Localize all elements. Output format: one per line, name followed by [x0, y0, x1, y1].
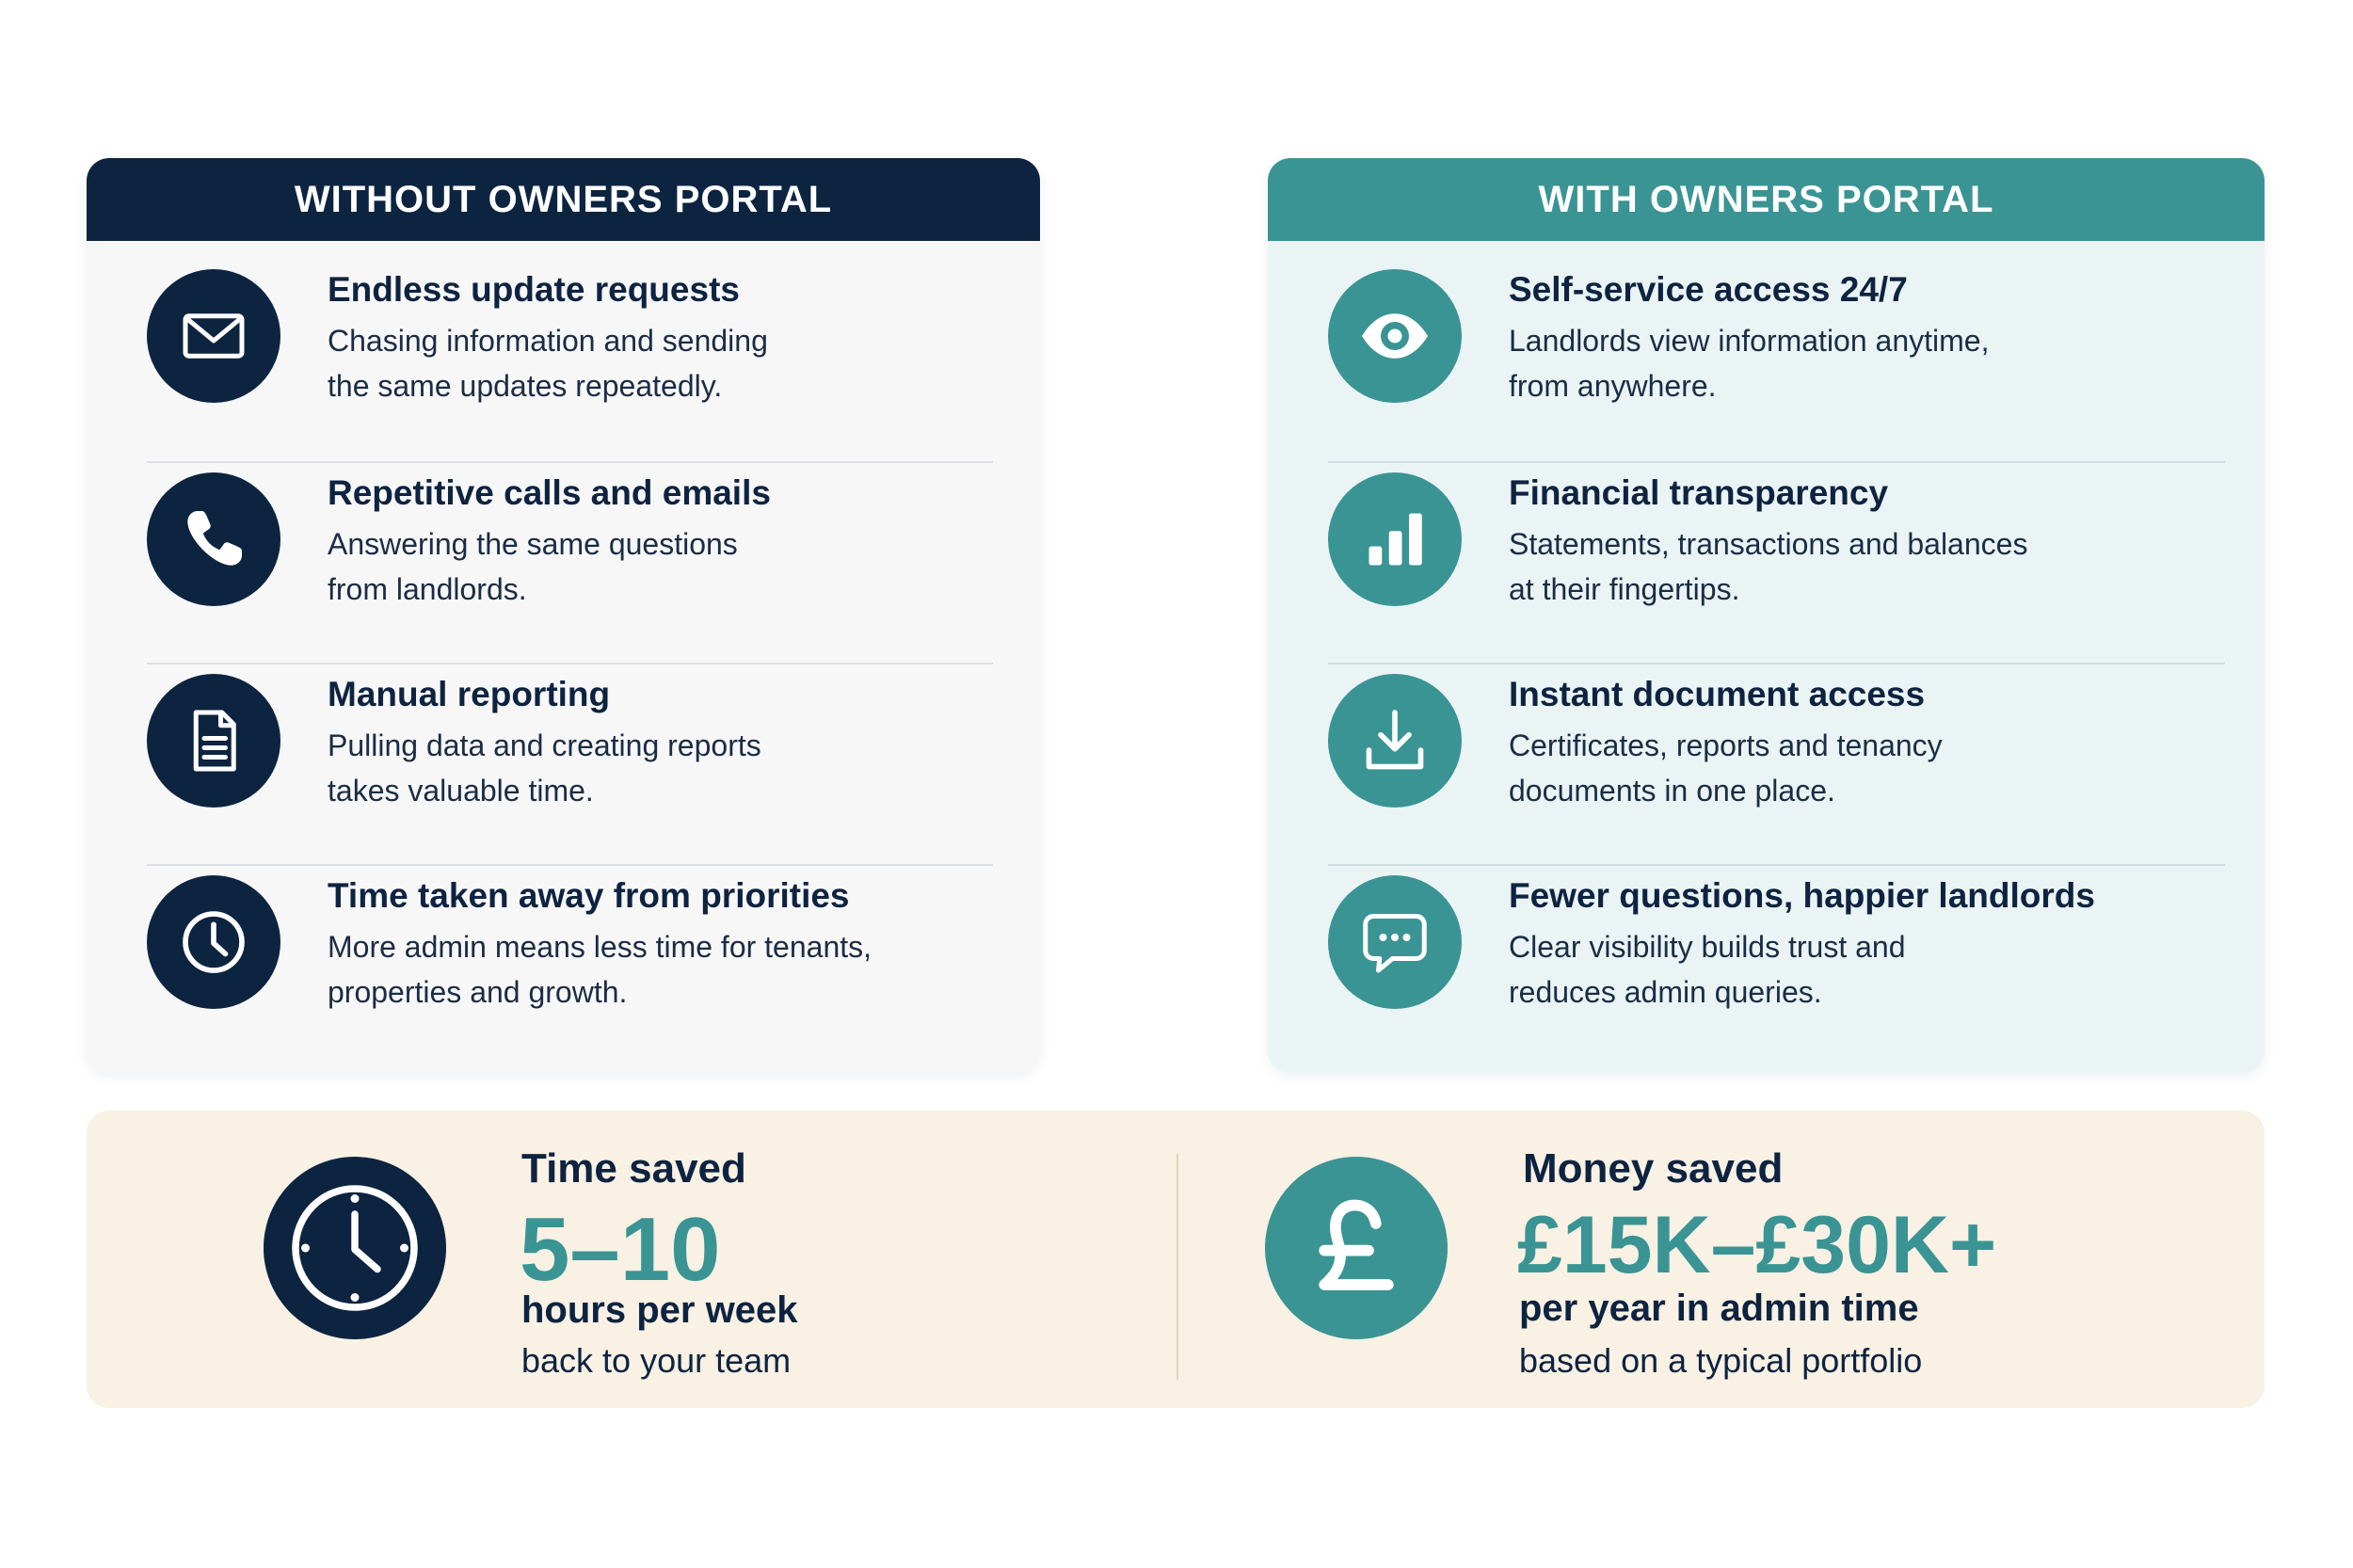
item-description: Pulling data and creating reports: [328, 728, 761, 762]
time-saved-label: Time saved: [521, 1145, 746, 1192]
item-title: Manual reporting: [328, 675, 611, 713]
money-saved-value: £15K–£30K+: [1517, 1200, 1997, 1290]
time-saved-value: 5–10: [520, 1199, 721, 1300]
envelope-icon: [147, 269, 280, 403]
item-description: Landlords view information anytime,: [1509, 324, 1990, 358]
item-title: Financial transparency: [1509, 473, 1889, 512]
item-description: from landlords.: [328, 572, 527, 606]
money-saved-unit: per year in admin time: [1519, 1288, 1919, 1329]
list-item: [87, 646, 1040, 847]
list-item: [87, 847, 1040, 1048]
item-title: Fewer questions, happier landlords: [1509, 876, 2095, 915]
item-description: Statements, transactions and balances: [1509, 527, 2028, 561]
item-description: Certificates, reports and tenancy: [1509, 728, 1943, 762]
download-icon: [1328, 674, 1462, 808]
item-description: from anywhere.: [1509, 369, 1717, 403]
without-owners-portal-panel: [87, 158, 1040, 1073]
item-description: Answering the same questions: [328, 527, 738, 561]
item-title: Repetitive calls and emails: [328, 473, 771, 512]
list-item: [1268, 241, 2265, 442]
panel-header: WITH OWNERS PORTAL: [1268, 158, 2265, 241]
phone-icon: [147, 472, 280, 606]
item-description: at their fingertips.: [1509, 572, 1740, 606]
list-item: [1268, 646, 2265, 847]
list-item: [87, 444, 1040, 646]
bar-chart-icon: [1328, 472, 1462, 606]
item-description: properties and growth.: [328, 975, 628, 1009]
item-title: Endless update requests: [328, 270, 740, 309]
panel-header: WITHOUT OWNERS PORTAL: [87, 158, 1040, 241]
item-title: Time taken away from priorities: [328, 876, 850, 915]
item-description: documents in one place.: [1509, 774, 1835, 808]
item-description: reduces admin queries.: [1509, 975, 1822, 1009]
with-owners-portal-panel: [1268, 158, 2265, 1073]
item-description: Clear visibility builds trust and: [1509, 930, 1906, 964]
document-icon: [147, 674, 280, 808]
time-saved-unit: hours per week: [521, 1289, 798, 1331]
list-item: [1268, 444, 2265, 646]
clock-icon: [264, 1157, 446, 1339]
item-description: the same updates repeatedly.: [328, 369, 723, 403]
time-saved-note: back to your team: [521, 1341, 792, 1380]
pound-sign-icon: [1265, 1157, 1448, 1339]
item-description: takes valuable time.: [328, 774, 594, 808]
chat-bubble-icon: [1328, 875, 1462, 1009]
divider: [1176, 1154, 1178, 1380]
item-title: Self-service access 24/7: [1509, 270, 1908, 309]
money-saved-label: Money saved: [1523, 1145, 1784, 1192]
list-item: [1268, 847, 2265, 1048]
eye-icon: [1328, 269, 1462, 403]
item-description: More admin means less time for tenants,: [328, 930, 872, 964]
savings-summary-band: [87, 1111, 2265, 1408]
list-item: [87, 241, 1040, 442]
item-title: Instant document access: [1509, 675, 1926, 713]
money-saved-note: based on a typical portfolio: [1519, 1341, 1923, 1380]
item-description: Chasing information and sending: [328, 324, 768, 358]
clock-icon: [147, 875, 280, 1009]
